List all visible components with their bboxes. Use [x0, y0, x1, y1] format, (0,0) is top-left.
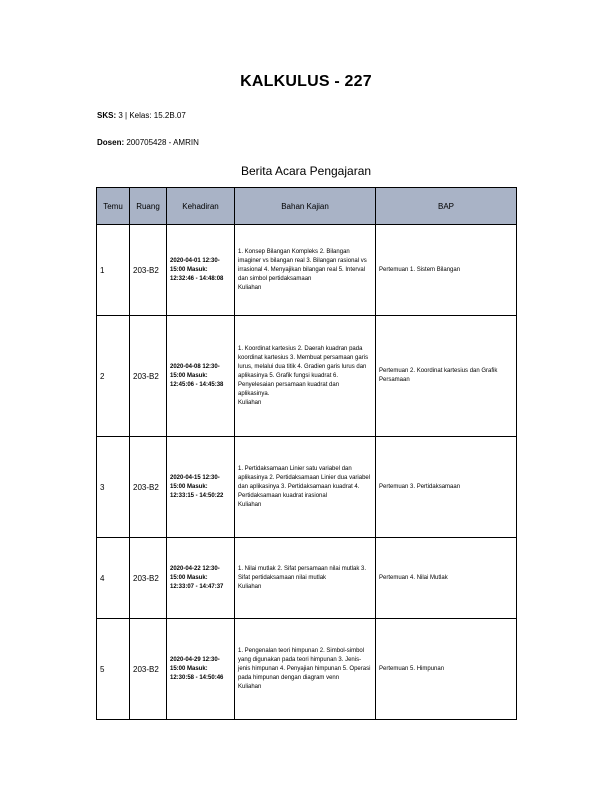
table-header-row [97, 188, 517, 225]
cell-kehadiran: 2020-04-01 12:30-15:00 Masuk: 12:32:46 - 14:48:08 [167, 225, 235, 316]
cell-bap: Pertemuan 3. Pertidaksamaan [376, 437, 517, 538]
cell-kehadiran: 2020-04-08 12:30-15:00 Masuk: 12:45:06 - 14:45:38 [167, 316, 235, 437]
header-temu: Temu [97, 188, 130, 225]
table-row [97, 538, 517, 619]
dosen-line [97, 138, 199, 147]
bahan-kajian-note: Kuliahan [238, 399, 262, 406]
cell-temu: 3 [97, 437, 130, 538]
cell-ruang: 203-B2 [130, 538, 167, 619]
cell-kehadiran: 2020-04-15 12:30-15:00 Masuk: 12:33:15 - 14:50:22 [167, 437, 235, 538]
cell-bahan-kajian [235, 316, 376, 437]
cell-bahan-kajian [235, 437, 376, 538]
cell-ruang: 203-B2 [130, 619, 167, 720]
header-kehadiran: Kehadiran [167, 188, 235, 225]
cell-ruang: 203-B2 [130, 437, 167, 538]
cell-bap: Pertemuan 2. Koordinat kartesius dan Grafik Persamaan [376, 316, 517, 437]
cell-temu: 5 [97, 619, 130, 720]
cell-ruang: 203-B2 [130, 225, 167, 316]
cell-bahan-kajian [235, 538, 376, 619]
cell-bap: Pertemuan 4. Nilai Mutlak [376, 538, 517, 619]
bahan-kajian-note: Kuliahan [238, 583, 262, 590]
cell-bahan-kajian [235, 225, 376, 316]
bahan-kajian-text: 1. Konsep Bilangan Kompleks 2. Bilangan imaginer vs bilangan real 3. Bilangan rasional vs irrasional 4. Menyajikan bilangan real 5. Interval dan simbol pertidaksamaan [238, 248, 367, 282]
bahan-kajian-note: Kuliahan [238, 501, 262, 508]
bahan-kajian-text: 1. Nilai mutlak 2. Sifat persamaan nilai mutlak 3. Sifat pertidaksamaan nilai mutlak [238, 565, 367, 581]
dosen-label: Dosen: [97, 138, 125, 147]
bahan-kajian-note: Kuliahan [238, 683, 262, 690]
table-title: Berita Acara Pengajaran [240, 164, 372, 178]
cell-bap: Pertemuan 1. Sistem Bilangan [376, 225, 517, 316]
dosen-value: 200705428 - AMRIN [126, 138, 199, 147]
cell-temu: 4 [97, 538, 130, 619]
cell-temu: 2 [97, 316, 130, 437]
cell-kehadiran: 2020-04-29 12:30-15:00 Masuk: 12:30:58 - 14:50:46 [167, 619, 235, 720]
cell-bahan-kajian [235, 619, 376, 720]
bap-table [96, 187, 517, 720]
table-row [97, 619, 517, 720]
bahan-kajian-note: Kuliahan [238, 284, 262, 291]
bahan-kajian-text: 1. Koordinat kartesius 2. Daerah kuadran pada koordinat kartesius 3. Membuat persamaan garis lurus, melalui dua titik 4. Gradien garis lurus dan aplikasinya 5. Grafik fungsi kuadrat 6. Penyelesaian persamaan kuadrat dan aplikasinya. [238, 345, 369, 397]
document-title: KALKULUS - 227 [240, 73, 372, 90]
table-row [97, 437, 517, 538]
header-ruang: Ruang [130, 188, 167, 225]
cell-kehadiran: 2020-04-22 12:30-15:00 Masuk: 12:33:07 - 14:47:37 [167, 538, 235, 619]
cell-bap: Pertemuan 5. Himpunan [376, 619, 517, 720]
cell-ruang: 203-B2 [130, 316, 167, 437]
bahan-kajian-text: 1. Pengenalan teori himpunan 2. Simbol-simbol yang digunakan pada teori himpunan 3. Jenis-jenis himpunan 4. Penyajian himpunan 5. Operasi pada himpunan dengan diagram venn [238, 647, 371, 681]
header-bahan-kajian: Bahan Kajian [235, 188, 376, 225]
sks-value: 3 | Kelas: 15.2B.07 [118, 111, 186, 120]
cell-temu: 1 [97, 225, 130, 316]
header-bap: BAP [376, 188, 517, 225]
table-row [97, 225, 517, 316]
sks-line [97, 111, 186, 120]
sks-label: SKS: [97, 111, 117, 120]
table-row [97, 316, 517, 437]
bahan-kajian-text: 1. Pertidaksamaan Linier satu variabel dan aplikasinya 2. Pertidaksamaan Linier dua variabel dan aplikasinya 3. Pertidaksamaan kuadrat 4. Pertidaksamaan kuadrat irasional [238, 465, 371, 499]
